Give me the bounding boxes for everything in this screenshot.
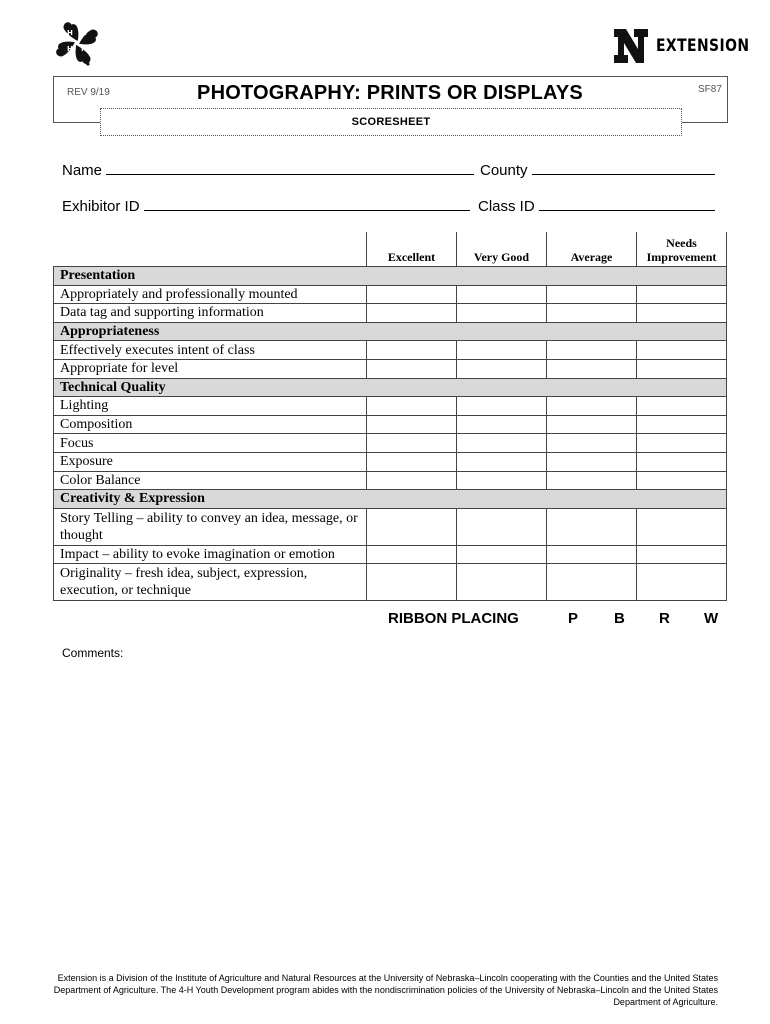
score-cell[interactable]	[637, 359, 727, 378]
ribbon-option-b[interactable]: B	[614, 610, 625, 627]
score-cell[interactable]	[637, 341, 727, 360]
section-fill	[367, 267, 457, 286]
score-cell[interactable]	[367, 304, 457, 323]
section-fill	[637, 490, 727, 509]
ribbon-option-w[interactable]: W	[704, 610, 719, 627]
form-number: SF87	[698, 84, 722, 95]
score-cell[interactable]	[547, 434, 637, 453]
score-cell[interactable]	[637, 564, 727, 601]
score-cell[interactable]	[457, 341, 547, 360]
score-cell[interactable]	[637, 397, 727, 416]
section-label: Presentation	[54, 267, 367, 286]
score-cell[interactable]	[547, 452, 637, 471]
4h-clover-logo	[52, 18, 102, 68]
score-cell[interactable]	[367, 359, 457, 378]
ribbon-option-p[interactable]: P	[568, 610, 579, 627]
criteria-row	[54, 508, 727, 545]
score-cell[interactable]	[367, 415, 457, 434]
nebraska-extension-logo	[612, 26, 770, 66]
class-id-label: Class ID	[478, 198, 535, 215]
svg-text:H: H	[81, 29, 87, 37]
svg-text:H: H	[67, 29, 73, 37]
criteria-row	[54, 564, 727, 601]
score-cell[interactable]	[637, 545, 727, 564]
criteria-row	[54, 397, 727, 416]
criteria-row	[54, 415, 727, 434]
exhibitor-id-field	[62, 198, 470, 215]
section-label: Creativity & Expression	[54, 490, 367, 509]
county-label: County	[480, 162, 528, 179]
exhibitor-id-label: Exhibitor ID	[62, 198, 140, 215]
score-cell[interactable]	[637, 471, 727, 490]
criteria-label: Impact – ability to evoke imagination or emotion	[54, 545, 367, 564]
score-cell[interactable]	[367, 397, 457, 416]
section-fill	[637, 322, 727, 341]
subtitle: SCORESHEET	[351, 116, 431, 128]
score-cell[interactable]	[457, 415, 547, 434]
header-spacer	[54, 232, 367, 267]
score-cell[interactable]	[367, 434, 457, 453]
score-cell[interactable]	[547, 397, 637, 416]
section-fill	[637, 267, 727, 286]
score-cell[interactable]	[457, 434, 547, 453]
nebraska-n-icon	[612, 27, 650, 65]
table-header-row	[54, 232, 727, 267]
criteria-row	[54, 341, 727, 360]
column-header: Excellent	[367, 232, 457, 267]
section-header-row	[54, 490, 727, 509]
revision-label: REV 9/19	[67, 87, 110, 98]
criteria-label: Focus	[54, 434, 367, 453]
column-header: Very Good	[457, 232, 547, 267]
score-cell[interactable]	[547, 545, 637, 564]
column-header: Average	[547, 232, 637, 267]
ribbon-option-r[interactable]: R	[659, 610, 670, 627]
section-label: Appropriateness	[54, 322, 367, 341]
exhibitor-id-input-line[interactable]	[144, 198, 470, 211]
criteria-label: Originality – fresh idea, subject, expression, execution, or technique	[54, 564, 367, 601]
score-table	[53, 232, 727, 601]
criteria-label: Data tag and supporting information	[54, 304, 367, 323]
name-label: Name	[62, 162, 103, 179]
score-cell[interactable]	[637, 415, 727, 434]
section-fill	[547, 378, 637, 397]
score-cell[interactable]	[637, 452, 727, 471]
criteria-label: Composition	[54, 415, 367, 434]
svg-text:H: H	[81, 45, 87, 53]
score-cell[interactable]	[457, 564, 547, 601]
page-title: PHOTOGRAPHY: PRINTS OR DISPLAYS	[197, 82, 583, 104]
name-input-line[interactable]	[106, 162, 474, 175]
score-cell[interactable]	[457, 508, 547, 545]
county-field	[480, 162, 715, 179]
subtitle-banner	[100, 108, 682, 136]
section-fill	[637, 378, 727, 397]
section-fill	[457, 322, 547, 341]
name-field	[62, 162, 474, 179]
score-cell[interactable]	[547, 415, 637, 434]
criteria-label: Story Telling – ability to convey an idea, message, or thought	[54, 508, 367, 545]
score-cell[interactable]	[457, 359, 547, 378]
score-cell[interactable]	[637, 304, 727, 323]
svg-text:H: H	[67, 45, 73, 53]
score-cell[interactable]	[547, 285, 637, 304]
criteria-row	[54, 304, 727, 323]
criteria-row	[54, 434, 727, 453]
section-header-row	[54, 378, 727, 397]
score-cell[interactable]	[367, 508, 457, 545]
score-cell[interactable]	[547, 508, 637, 545]
score-cell[interactable]	[367, 341, 457, 360]
section-label: Technical Quality	[54, 378, 367, 397]
score-cell[interactable]	[637, 508, 727, 545]
criteria-row	[54, 545, 727, 564]
section-fill	[367, 490, 457, 509]
ribbon-placing-label: RIBBON PLACING	[388, 610, 519, 627]
criteria-label: Appropriate for level	[54, 359, 367, 378]
section-fill	[547, 490, 637, 509]
section-fill	[367, 378, 457, 397]
score-cell[interactable]	[457, 285, 547, 304]
score-cell[interactable]	[547, 471, 637, 490]
section-fill	[367, 322, 457, 341]
score-cell[interactable]	[547, 359, 637, 378]
section-fill	[547, 267, 637, 286]
criteria-label: Effectively executes intent of class	[54, 341, 367, 360]
score-cell[interactable]	[457, 545, 547, 564]
criteria-row	[54, 471, 727, 490]
section-fill	[547, 322, 637, 341]
section-header-row	[54, 322, 727, 341]
section-fill	[457, 378, 547, 397]
county-input-line[interactable]	[532, 162, 715, 175]
score-cell[interactable]	[547, 304, 637, 323]
comments-label: Comments:	[62, 646, 124, 660]
score-cell[interactable]	[457, 397, 547, 416]
score-cell[interactable]	[637, 434, 727, 453]
score-cell[interactable]	[457, 304, 547, 323]
score-cell[interactable]	[457, 452, 547, 471]
column-header: Needs Improvement	[637, 232, 727, 267]
score-cell[interactable]	[457, 471, 547, 490]
criteria-row	[54, 285, 727, 304]
score-cell[interactable]	[367, 545, 457, 564]
class-id-field	[478, 198, 715, 215]
score-cell[interactable]	[547, 341, 637, 360]
section-fill	[457, 267, 547, 286]
footer-disclaimer: Extension is a Division of the Institute of Agriculture and Natural Resources at the University of Nebraska–Lincoln cooperating with the Counties and the United States Department of Agriculture. The 4-H Youth Development program abides with the nondiscrimination policies of the University of Nebraska–Lincoln and the United States Department of Agriculture.	[53, 973, 718, 1007]
score-cell[interactable]	[367, 452, 457, 471]
criteria-label: Exposure	[54, 452, 367, 471]
score-cell[interactable]	[367, 564, 457, 601]
criteria-label: Appropriately and professionally mounted	[54, 285, 367, 304]
score-cell[interactable]	[547, 564, 637, 601]
score-cell[interactable]	[367, 285, 457, 304]
criteria-row	[54, 359, 727, 378]
section-header-row	[54, 267, 727, 286]
criteria-row	[54, 452, 727, 471]
score-cell[interactable]	[367, 471, 457, 490]
criteria-label: Lighting	[54, 397, 367, 416]
class-id-input-line[interactable]	[539, 198, 715, 211]
criteria-label: Color Balance	[54, 471, 367, 490]
section-fill	[457, 490, 547, 509]
extension-logo-text: EXTENSION	[656, 36, 750, 56]
score-cell[interactable]	[637, 285, 727, 304]
